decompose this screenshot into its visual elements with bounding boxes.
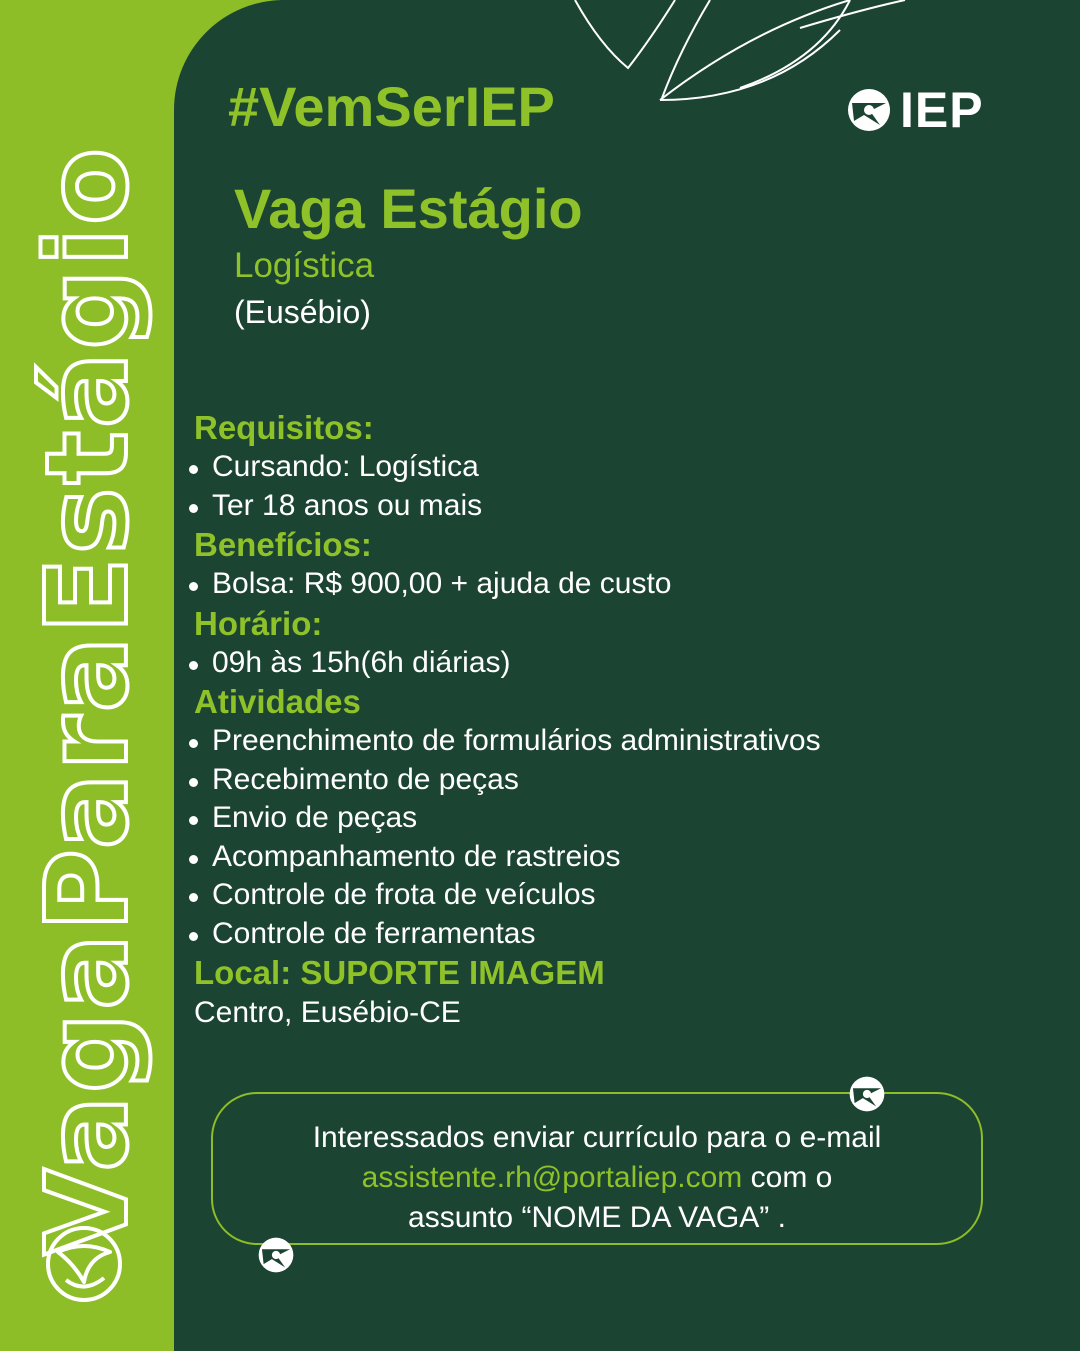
local-address: Centro, Eusébio-CE	[194, 996, 461, 1029]
list-item: Preenchimento de formulários administrativos	[194, 722, 1054, 761]
iep-emblem-icon	[846, 87, 892, 133]
contact-line-2-suffix: com o	[742, 1161, 833, 1194]
job-title: Vaga Estágio	[234, 177, 583, 240]
job-area: Logística	[234, 246, 375, 285]
list-item: 09h às 15h(6h diárias)	[194, 644, 1054, 683]
contact-email-link[interactable]: assistente.rh@portaliep.com	[361, 1161, 743, 1194]
list-item: Bolsa: R$ 900,00 + ajuda de custo	[194, 565, 1054, 604]
list-item: Controle de frota de veículos	[194, 876, 1054, 915]
contact-line-2	[213, 1158, 981, 1198]
job-details	[194, 408, 1054, 1033]
hashtag-heading: #VemSerIEP	[228, 75, 555, 138]
list-item: Controle de ferramentas	[194, 915, 1054, 954]
logo-text: IEP	[900, 82, 984, 138]
iep-emblem-icon	[848, 1075, 886, 1113]
requisitos-heading: Requisitos:	[194, 409, 374, 446]
beneficios-heading: Benefícios:	[194, 526, 372, 563]
iep-emblem-outline-icon	[44, 1224, 124, 1304]
contact-line-3: assunto “NOME DA VAGA” .	[408, 1201, 786, 1234]
contact-text	[213, 1118, 981, 1238]
horario-heading: Horário:	[194, 604, 323, 642]
list-item: Cursando: Logística	[194, 448, 1054, 487]
atividades-heading: Atividades	[194, 683, 361, 720]
list-item: Recebimento de peças	[194, 761, 1054, 800]
local-heading: Local: SUPORTE IMAGEM	[194, 954, 605, 991]
list-item: Envio de peças	[194, 799, 1054, 838]
contact-box	[211, 1092, 983, 1245]
list-item: Acompanhamento de rastreios	[194, 838, 1054, 877]
job-location: (Eusébio)	[234, 294, 371, 330]
contact-line-1: Interessados enviar currículo para o e-mail	[312, 1121, 882, 1154]
iep-emblem-icon	[257, 1236, 295, 1274]
list-item: Ter 18 anos ou mais	[194, 487, 1054, 526]
vaga-para-estagio-banner: VagaParaEstágio	[23, 144, 153, 1256]
iep-logo	[846, 82, 984, 138]
